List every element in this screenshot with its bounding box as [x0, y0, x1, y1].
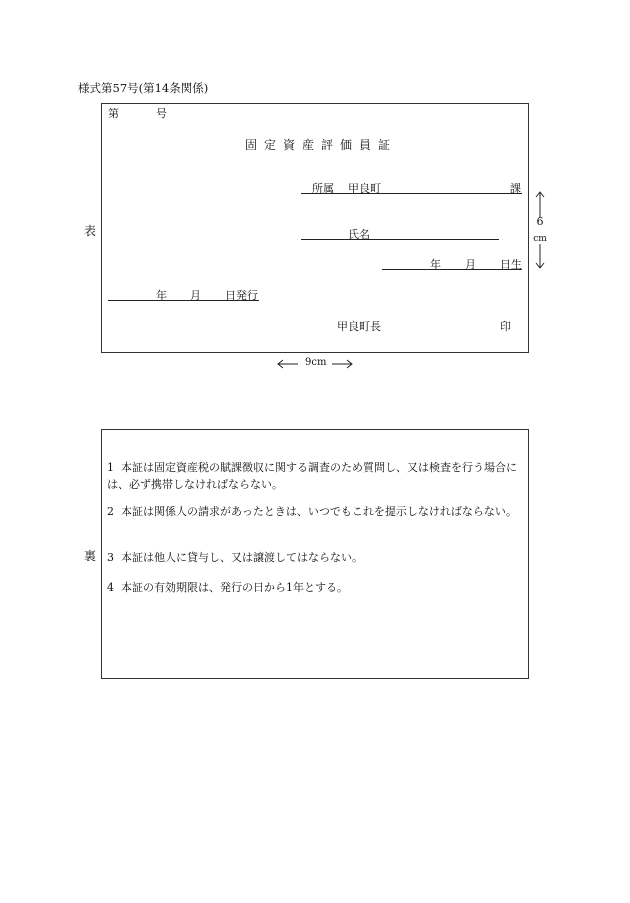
affiliation-label: 所属: [312, 182, 334, 195]
left-arrow-icon: [277, 358, 299, 370]
item-text: 本証は他人に貸与し、又は譲渡してはならない。: [121, 551, 363, 564]
width-dimension: 9cm: [305, 357, 327, 368]
issue-month: 月: [190, 289, 201, 302]
affiliation-underline: [301, 193, 522, 194]
issuer: 甲良町長: [337, 320, 381, 333]
affiliation-value: 甲良町: [348, 182, 381, 195]
form-title: 様式第57号(第14条関係): [78, 81, 209, 95]
back-item-4: [107, 579, 525, 596]
seal: 印: [500, 320, 511, 333]
item-text: 本証の有効期限は、発行の日から1年とする。: [121, 581, 348, 594]
item-number: 2: [107, 505, 114, 518]
issue-day: 日発行: [225, 289, 258, 302]
item-text: 本証は関係人の請求があったときは、いつでもこれを提示しなければならない。: [121, 505, 517, 518]
item-number: 3: [107, 551, 114, 564]
item-number: 1: [107, 461, 114, 474]
item-number: 4: [107, 581, 114, 594]
back-side-label: 裏: [84, 549, 97, 563]
section-suffix: 課: [510, 182, 521, 195]
height-unit: cm: [533, 234, 547, 244]
name-label: 氏名: [348, 228, 370, 241]
back-item-2: [107, 503, 525, 520]
number-prefix: 第: [108, 107, 119, 120]
height-value: 6: [536, 215, 544, 228]
front-side-label: 表: [84, 224, 97, 238]
back-item-3: [107, 549, 525, 566]
down-arrow-icon: [532, 244, 548, 270]
card-title: 固定資産評価員証: [245, 138, 398, 152]
right-arrow-icon: [331, 358, 353, 370]
back-item-1: [107, 459, 525, 493]
name-underline: [301, 239, 499, 240]
birth-day: 日生: [500, 258, 522, 271]
item-text: 本証は固定資産税の賦課徴収に関する調査のため質問し、又は検査を行う場合には、必ず携帯しなければならない。: [107, 461, 517, 491]
issue-year: 年: [156, 289, 167, 302]
birth-year: 年: [430, 258, 441, 271]
birth-month: 月: [465, 258, 476, 271]
number-suffix: 号: [156, 107, 167, 120]
